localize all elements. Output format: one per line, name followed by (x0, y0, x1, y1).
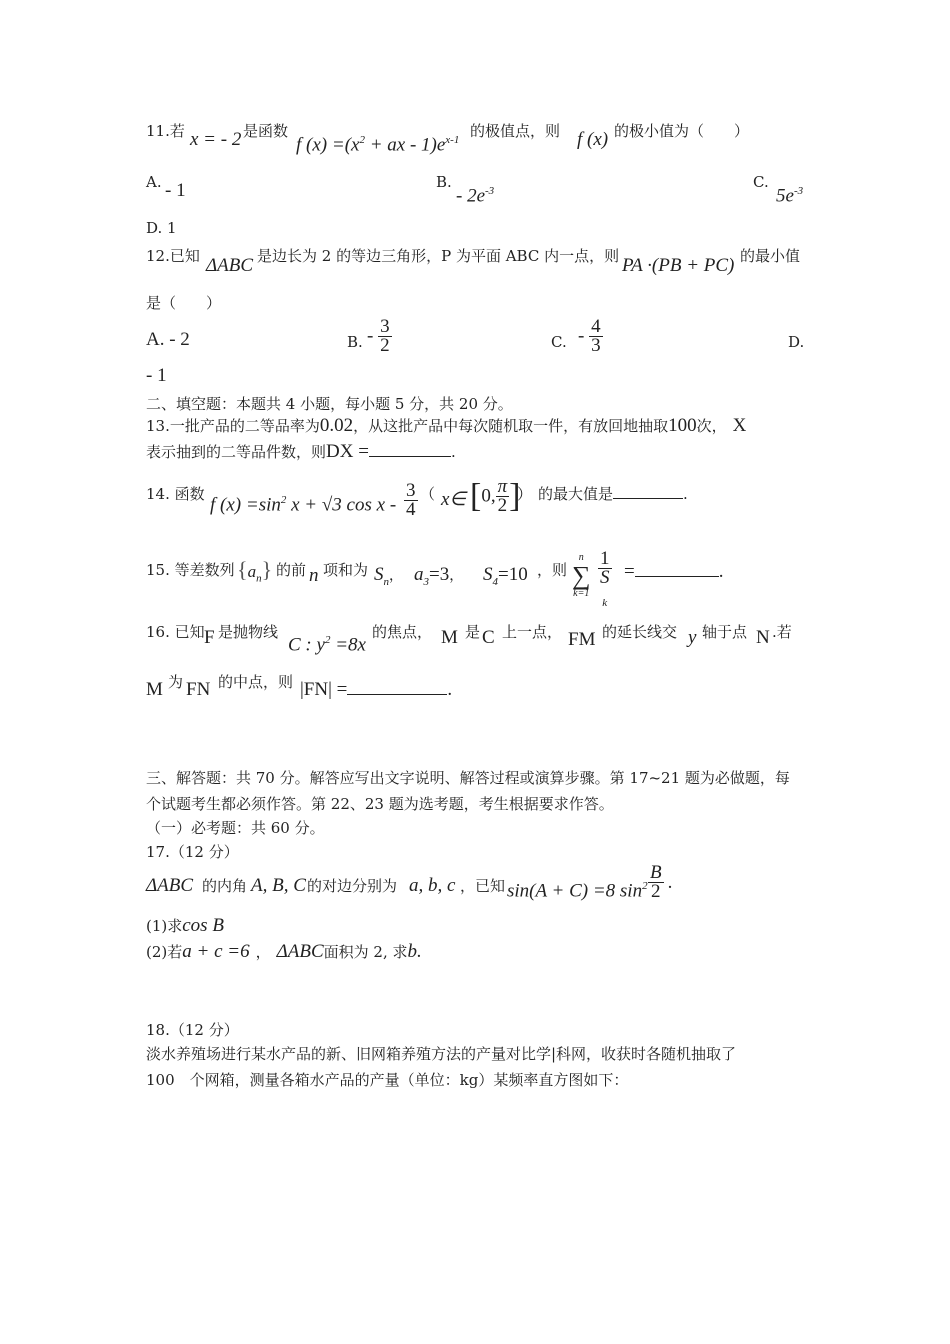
q13-text-c: 次， (696, 417, 727, 435)
q11-fx: f (x) (577, 129, 609, 150)
q14-interval-a: 0, (481, 485, 496, 507)
q12-optB-label: B. (347, 333, 363, 351)
q12-optA: A. - 2 (146, 329, 190, 350)
q17-abc2: ΔABC (276, 941, 324, 962)
q12-number: 12. (146, 247, 170, 265)
q15-text1: 的前 (276, 561, 307, 579)
q12-optD-value: - 1 (146, 365, 167, 386)
q12-stem-c: 的最小值 (740, 247, 801, 265)
q17-sides: a, b, c (409, 875, 456, 896)
q14-dot: . (683, 485, 688, 503)
q16-paowuxian: 是抛物线 (218, 623, 279, 641)
q17-part2 (146, 942, 422, 962)
q12-optD-label: D. (788, 333, 805, 351)
q15-a3-val: =3 (429, 564, 450, 585)
q15-Sn: $S_n$， (374, 564, 403, 588)
q13-text-a: 13.一批产品的二等品率为 (146, 417, 320, 435)
q11-optA: - 1 (165, 180, 186, 201)
q16-zhongdian: 的中点，则 (218, 673, 294, 691)
q16-wei: 为 (168, 673, 184, 691)
q11-function: f $(x) =(x^2$ + ax - $1)e^{x-1}$ (296, 134, 460, 156)
q11-optA-label: A. (146, 173, 162, 191)
section2-heading: 二、填空题：本题共 4 小题，每小题 5 分，共 20 分。 (146, 395, 513, 413)
q13-times: 100 (668, 415, 697, 436)
section3-line2: 个试题考生都必须作答。第 22、23 题为选考题，考生根据要求作答。 (146, 795, 614, 813)
q17-comma: ， (255, 943, 271, 961)
q15-Sk-S: S (600, 567, 610, 588)
q12-optC-frac (589, 318, 603, 355)
q16-parabola: C : $y^2 =8x$ (288, 634, 366, 656)
q16-FN: FN (186, 679, 211, 700)
q17-p1: (1)求 (146, 917, 183, 935)
q14-pi: π (497, 476, 508, 497)
q11-optC-label: C. (753, 173, 769, 191)
q14-answer-blank (613, 498, 683, 499)
q16-zhou: 轴于点 (702, 623, 748, 641)
q14-label: 14. 函数 (146, 485, 205, 503)
q11-optB-base: - 2e (456, 185, 486, 207)
q17-triangle: ΔABC (146, 875, 194, 896)
q15-text2: 项和为 (323, 561, 369, 579)
q17-heading: 17.（12 分） (146, 843, 239, 861)
q12-optC-num: 4 (591, 316, 601, 337)
q17-ac: a + c =6 (182, 941, 250, 962)
q14-x-in: x∈ (441, 489, 466, 510)
q15-Sn-sub: n (383, 575, 389, 588)
q18-line2: 100 个网箱，测量各箱水产品的产量（单位：kg）某频率直方图如下： (146, 1071, 629, 1089)
q16-dot: . (447, 679, 453, 700)
q14-function: f $(x) =\sin^2$ x + √3 cos x - (210, 494, 397, 516)
q11-optB-label: B. (436, 173, 452, 191)
q15-S: S (374, 564, 384, 585)
q17-eq: sin(A + C) =8 sin (507, 880, 643, 902)
q14-paren-close: ） (517, 485, 533, 503)
q11-exp: x-1 (445, 134, 460, 146)
q13-text-d: 表示抽到的二等品件数，则 (146, 443, 327, 461)
q15-answer-blank (635, 576, 719, 577)
q17-B: B (650, 862, 662, 883)
q15-ze: ，则 (537, 561, 568, 579)
q17-t3: ，已知 (460, 877, 506, 895)
q15-n: n (309, 565, 319, 586)
q15-a3: $a_3=3$， (414, 564, 464, 588)
q11-optB (456, 181, 494, 206)
q11-ruo: 若 (169, 122, 185, 140)
q15-one: 1 (600, 548, 610, 569)
q12-optC-den: 3 (591, 335, 601, 356)
q17-part1 (146, 916, 224, 936)
q17-p2a: (2)若 (146, 943, 183, 961)
q11-x-eq: x = - 2 (190, 129, 242, 150)
q14-text-main: 的最大值是 (538, 485, 614, 503)
q15-a3-a: a (414, 564, 424, 585)
q15-label: 15. 等差数列 (146, 561, 235, 579)
q17-t1: 的内角 (202, 877, 248, 895)
q14-f: f (x) =sin (210, 494, 281, 516)
q11-optB-exp: -3 (485, 185, 495, 197)
q11-optC-exp: -3 (793, 185, 804, 197)
q12-shi: 是（ ） (146, 294, 222, 312)
q12-optB (367, 318, 392, 355)
q16-label: 16. 已知 (146, 623, 205, 641)
q14-rest: x + √3 cos x - (286, 494, 397, 516)
q14-interval: [0, $\frac{\pi}{2}$ ] (470, 476, 521, 516)
q15-eq: = (624, 561, 635, 582)
q13-DX: DX = (326, 441, 369, 462)
q16-M2: M (146, 679, 163, 700)
q12-optC-sign: - (578, 325, 585, 347)
q12-optB-den: 2 (380, 335, 390, 356)
q16-answer-blank (347, 694, 447, 695)
q18-heading: 18.（12 分） (146, 1021, 239, 1039)
q17-p2b: 面积为 2, 求 (323, 943, 408, 961)
q16-N: N (756, 627, 770, 648)
q16-M: M (441, 627, 458, 648)
q11-optC (776, 181, 803, 206)
q16-y: y (688, 627, 697, 648)
q11-jizhidian: 的极值点，则 (470, 122, 561, 140)
q13-line1 (146, 416, 746, 436)
q15-dot: . (718, 561, 724, 582)
q13-text-b: ，从这批产品中每次随机取一件，有放回地抽取 (353, 417, 669, 435)
q18-line1: 淡水养殖场进行某水产品的新、旧网箱养殖方法的产量对比学|科网，收获时各随机抽取了 (146, 1045, 737, 1063)
q16-ruo: .若 (772, 623, 792, 641)
q11-stem (146, 121, 185, 141)
q13-dot: . (450, 443, 456, 461)
q12-optC (578, 318, 603, 355)
q17-equation: sin(A + C) =8 $\sin^2$ (507, 880, 648, 902)
q16-F: F (204, 627, 215, 648)
q16-C: C (482, 627, 495, 648)
q13-line2 (146, 442, 456, 462)
q15-n-sub: n (256, 572, 262, 585)
q16-jiaodian: 的焦点， (372, 623, 433, 641)
q17-b: b. (407, 941, 422, 962)
q17-t2: 的对边分别为 (307, 877, 398, 895)
q16-shi: 是 (465, 623, 481, 641)
q17-frac (648, 864, 672, 901)
section3-line3: （一）必考题：共 60 分。 (146, 819, 325, 837)
q15-k-sub: k (602, 596, 608, 609)
q17-dot: . (667, 871, 673, 893)
q12-optB-num: 3 (380, 316, 390, 337)
q12-yizhi: 已知 (169, 247, 200, 265)
q12-expression: PA ·(PB + PC) (622, 255, 735, 276)
q16-shangyidian: 上一点， (502, 623, 563, 641)
q12-stem-b: 是边长为 2 的等边三角形，P 为平面 ABC 内一点，则 (257, 247, 620, 265)
q13-rate: 0.02 (319, 415, 354, 436)
q15-S4: $S_4=10$ (483, 564, 528, 588)
q15-sum-top: n (578, 552, 584, 563)
q11-func-a: f (x) =(x (296, 134, 360, 156)
q16-FM: FM (568, 629, 596, 650)
q13-answer-blank (369, 456, 451, 457)
q17-two: 2 (651, 881, 661, 902)
q16-answer (300, 680, 452, 700)
q11-question: 的极小值为（ ） (614, 122, 750, 140)
q11-optC-base: 5e (776, 185, 794, 207)
q14-text (538, 484, 688, 504)
q15-a: a (247, 562, 257, 581)
q15-answer (624, 562, 723, 582)
q11-func-b: + ax - 1)e (364, 134, 446, 156)
q11-shi-hanshu: 是函数 (243, 122, 289, 140)
q14-den: 4 (406, 499, 416, 520)
q12-optB-frac (378, 318, 392, 355)
q14-frac (404, 482, 418, 519)
section3-line1: 三、解答题：共 70 分。解答应写出文字说明、解答过程或演算步骤。第 17~21 题为必做题，每 (146, 769, 790, 787)
q16-yanchang: 的延长线交 (602, 623, 678, 641)
q16-FN-abs: |FN| = (300, 679, 348, 700)
q17-cosB: cos B (182, 915, 224, 936)
q15-sequence: $\{a_n\}$ (237, 557, 273, 585)
q16-C-eq: C : y (288, 634, 325, 656)
q12-triangle: ΔABC (206, 255, 254, 276)
q14-two: 2 (497, 495, 508, 516)
q13-X: X (732, 415, 747, 436)
q14-num: 3 (406, 480, 416, 501)
q11-number: 11. (146, 122, 170, 140)
q16-C-rest: =8x (330, 634, 366, 656)
q15-sum: n ∑ k=1 (572, 552, 591, 599)
q14-paren-open: （ (420, 485, 436, 503)
q15-sum-bottom: k=1 (573, 588, 590, 599)
q15-S4-S: S (483, 564, 493, 585)
q12-optC-label: C. (551, 333, 567, 351)
q15-frac (598, 550, 612, 612)
q12-stem-a (146, 246, 200, 266)
q15-S4-val: =10 (498, 564, 528, 585)
q15-Sk (598, 569, 612, 612)
q12-optB-sign: - (367, 325, 374, 347)
q11-optD: D. 1 (146, 219, 177, 237)
q17-angles: A, B, C (251, 875, 306, 896)
